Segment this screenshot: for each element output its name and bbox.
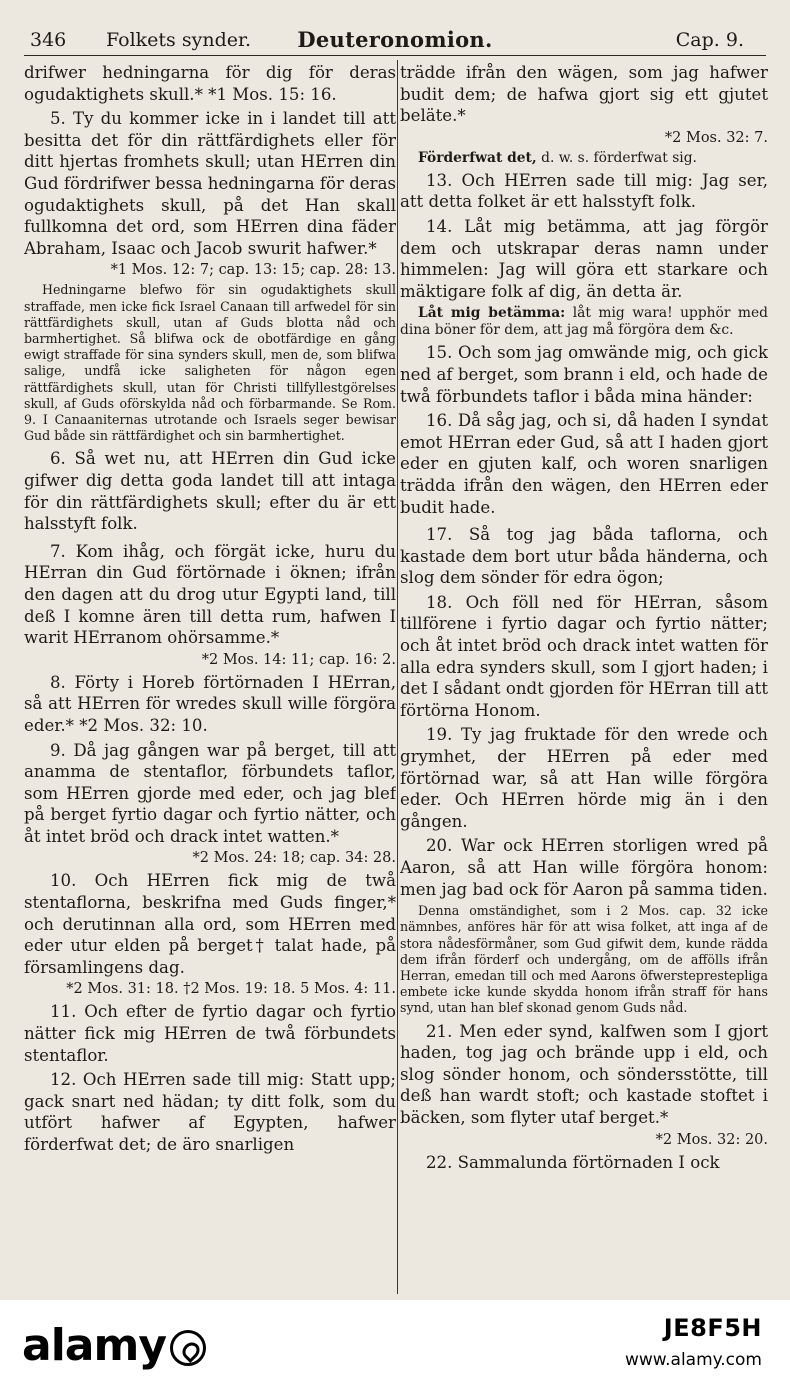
verse-paragraph: 18. Och föll ned för HErran, såsom tillförene i fyrtio dagar och fyrtio nätter; och åt intet bröd och drack intet watten för alla edra synders skull, som I gjort haden; i det I sådant ondt gjorden för HErran till att förtörna Honom. (400, 592, 768, 720)
verse-paragraph: 8. Förty i Horeb förtörnaden I HErran, så att HErren för wredes skull wille förgöra eder.* *2 Mos. 32: 10. (24, 672, 396, 735)
gloss-note (400, 305, 768, 339)
right-text-column (400, 62, 768, 1294)
verse-paragraph: 7. Kom ihåg, och förgät icke, huru du HErran din Gud förtörnade i öknen; ifrån den dagen att du drog utur Egypti land, till deß I komne ären till detta rum, hafwen I warit HErranom ohörsamme.* (24, 541, 396, 648)
verse-paragraph: 11. Och efter de fyrtio dagar och fyrtio nätter fick mig HErren de twå förbundets stentaflor. (24, 1002, 396, 1065)
commentary-note: Hedningarne blefwo för sin ogudaktighets skull straffade, men icke fick Israel Canaan till arfwedel för sin rättfärdighets skull, utan af Guds blotta nåd och barmhertighet. Så blifwa ock de obotfärdige en gång ewigt straffade för sina synders skull, men de, som blifwa salige, undfå icke saligheten för någon egen rättfärdighets skull, utan för Christi tillfyllestgörelses skull, af Guds oförskylda nåd och förbarmande. Se Rom. 9. I Canaaniternas utrotande och Israels seger bewisar Gud både sin rättfärdighet och sin barmhertighet. (24, 282, 396, 444)
gloss-term: Förderfwat det, (418, 149, 537, 166)
gloss-term: Låt mig betämma: (418, 305, 566, 322)
header-left-title: Folkets synder. (106, 29, 252, 51)
verse-paragraph: 21. Men eder synd, kalfwen som I gjort haden, tog jag och brände upp i eld, och slog sönder honom, och söndersstötte, till deß han wardt stoft; och kastade stoftet i bäcken, som flyter utaf berget.* (400, 1021, 768, 1127)
verse-paragraph: 22. Sammalunda förtörnaden I ock (426, 1152, 720, 1172)
alamy-logo (22, 1322, 206, 1370)
verse-paragraph: 17. Så tog jag båda taflorna, och kastade dem bort utur båda händerna, och slog dem sönder för edra ögon; (400, 525, 768, 588)
verse-paragraph: 12. Och HErren sade till mig: Statt upp; gack snart ned hädan; ty ditt folk, som du utfört hafwer af Egypten, hafwer förderfwat det; de äro snarligen (24, 1070, 396, 1154)
verse-paragraph: 13. Och HErren sade till mig: Jag ser, att detta folket är ett halsstyft folk. (400, 170, 768, 212)
cross-reference: *1 Mos. 12: 7; cap. 13: 15; cap. 28: 13. (110, 262, 396, 279)
header-chapter: Cap. 9. (675, 29, 744, 51)
left-text-column (24, 62, 396, 1294)
cross-reference: *2 Mos. 24: 18; cap. 34: 28. (192, 850, 396, 867)
verse-paragraph: 14. Låt mig betämma, att jag förgör dem och utskrapar deras namn under himmelen: Jag will göra ett starkare och mäktigare folk af dig, än detta är. (400, 216, 768, 301)
watermark-footer (0, 1300, 790, 1390)
continued-paragraph: trädde ifrån den wägen, som jag hafwer budit dem; de hafwa gjort sig ett gjutet beläte.* (400, 63, 768, 126)
commentary-note: Denna omständighet, som i 2 Mos. cap. 32 icke nämnbes, anföres här för att wisa folket, att inga af de stora nådesförmåner, som Gud gifwit dem, kunde rädda dem ifrån förderf och undergång, om de affölls ifrån Herran, emedan till och med Aarons öfwersteprestерliga embete icke kunde skydda honom ifrån straff för hans synd, utan han blef skonad genom Guds nåd. (400, 903, 768, 1016)
verse-paragraph: 16. Då såg jag, och si, då haden I syndat emot HErran eder Gud, så att I haden gjort eder en gjuten kalf, och woren snarligen trädda ifrån den wägen, den HErren eder budit hade. (400, 411, 768, 517)
verse-paragraph: 6. Så wet nu, att HErren din Gud icke gifwer dig detta goda landet till att intaga för din rättfärdighets skull; efter du är ett halsstyft folk. (24, 449, 396, 534)
alamy-logo-text: alamy (22, 1320, 166, 1371)
alamy-mark-icon (170, 1330, 206, 1366)
verse-paragraph: 19. Ty jag fruktade för den wrede och grymhet, der HErren på eder med förtörnad war, så att Han wille förgöra eder. Och HErren hörde mig än i den gången. (400, 725, 768, 831)
image-code: JE8F5H (663, 1314, 762, 1342)
cross-reference: *2 Mos. 32: 20. (655, 1131, 768, 1148)
verse-paragraph: 15. Och som jag omwände mig, och gick ned af berget, som brann i eld, och hade de twå förbundets taflor i båda mina händer: (400, 343, 768, 406)
continued-paragraph: drifwer hedningarna för dig för deras ogudaktighets skull.* *1 Mos. 15: 16. (24, 63, 396, 104)
cross-reference: *2 Mos. 32: 7. (664, 129, 768, 146)
gloss-text: låt mig wara! upphör med dina böner för dem, att jag må förgöra dem &c. (400, 305, 768, 339)
gloss-note (400, 150, 768, 167)
verse-paragraph: 10. Och HErren fick mig de twå stentaflorna, beskrifna med Guds finger,* och derutinnan alla ord, som HErren med eder utur elden på berget† talat hade, på församlingens dag. (24, 871, 396, 977)
cross-reference: *2 Mos. 31: 18. †2 Mos. 19: 18. 5 Mos. 4: 11. (66, 981, 396, 998)
gloss-text: d. w. s. förderfwat sig. (541, 149, 697, 166)
running-header (24, 26, 766, 56)
footer-url: www.alamy.com (624, 1350, 762, 1370)
column-divider (397, 60, 398, 1294)
page-number: 346 (30, 29, 67, 51)
verse-paragraph: 20. War ock HErren storligen wred på Aaron, så att Han wille förgöra honom: men jag bad ock för Aaron på samma tiden. (400, 836, 768, 899)
header-book-title: Deuteronomion. (297, 27, 493, 52)
verse-paragraph: 5. Ty du kommer icke in i landet till att besitta det för din rättfärdighets eller för ditt hjertas fromhets skull; utan HErren din Gud fördrifwer bessa hedningarna för deras ogudaktighets skull, på det Han skall fullkomna det ord, som HErren dina fäder Abraham, Isaac och Jacob swurit hafwer.* (24, 109, 396, 258)
cross-reference: *2 Mos. 14: 11; cap. 16: 2. (201, 651, 396, 668)
verse-paragraph: 9. Då jag gången war på berget, till att anamma de stentaflor, förbundets taflor, som HErren gjorde med eder, och jag blef på berget fyrtio dagar och fyrtio nätter, och åt intet bröd och drack intet watten.* (24, 740, 396, 846)
